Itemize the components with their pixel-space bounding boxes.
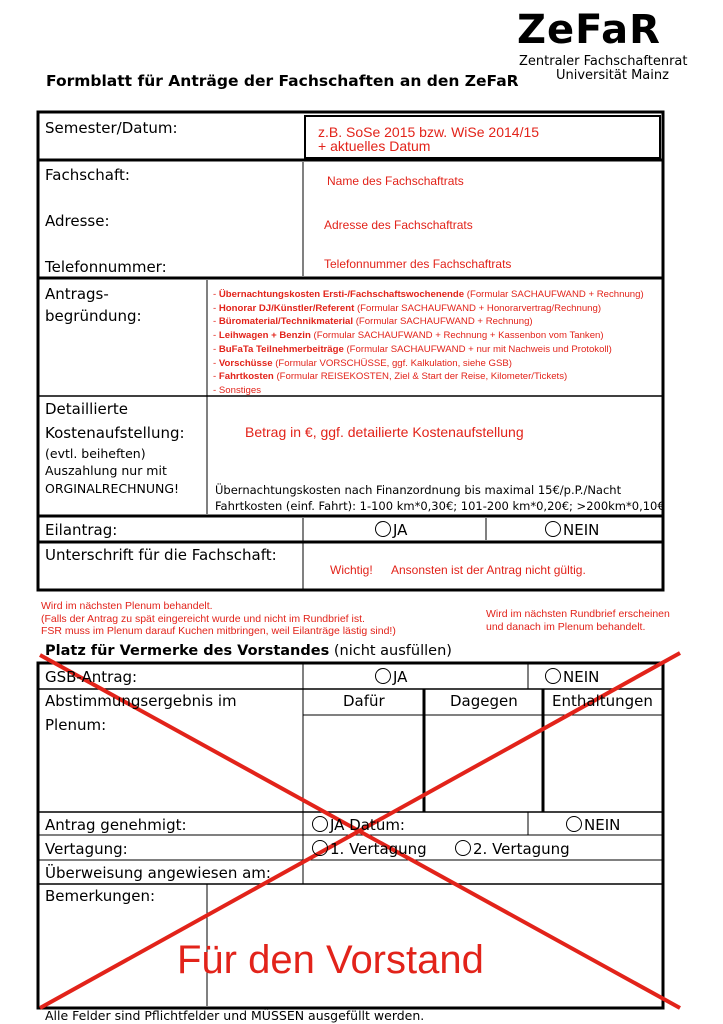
radio-circle-icon[interactable] bbox=[545, 521, 561, 537]
eilantrag-ja-option[interactable]: JA bbox=[375, 521, 407, 539]
ueberweisung-label: Überweisung angewiesen am: bbox=[45, 864, 271, 882]
vertagung-1-option[interactable]: 1. Vertagung bbox=[312, 840, 427, 858]
kosten-label-1: Detaillierte bbox=[45, 400, 129, 418]
semester-label: Semester/Datum: bbox=[45, 119, 178, 137]
kosten-label-4: Auszahlung nur mit bbox=[45, 463, 167, 478]
list-item: - Leihwagen + Benzin (Formular SACHAUFWAND + Rechnung + Kassenbon vom Tanken) bbox=[213, 330, 604, 342]
zefar-logo: ZeFaR bbox=[517, 7, 661, 53]
gsb-label: GSB-Antrag: bbox=[45, 668, 138, 686]
genehmigt-ja-option[interactable]: JA Datum: bbox=[312, 816, 405, 834]
genehmigt-label: Antrag genehmigt: bbox=[45, 816, 187, 834]
begruendung-label-2: begründung: bbox=[45, 307, 142, 325]
kosten-info-2: Fahrtkosten (einf. Fahrt): 1-100 km*0,30€; 101-200 km*0,20€; >200km*0,10€ bbox=[215, 499, 665, 513]
telefon-hint[interactable]: Telefonnummer des Fachschaftrats bbox=[324, 257, 512, 271]
footer-note: Alle Felder sind Pflichtfelder und MÜSSEN ausgefüllt werden. bbox=[45, 1008, 425, 1023]
list-item: - Vorschüsse (Formular VORSCHÜSSE, ggf. Kalkulation, siehe GSB) bbox=[213, 357, 512, 369]
page-title: Formblatt für Anträge der Fachschaften an den ZeFaR bbox=[46, 72, 519, 90]
col-enthaltungen: Enthaltungen bbox=[552, 692, 653, 710]
vorstand-heading: Platz für Vermerke des Vorstandes (nicht ausfüllen) bbox=[45, 643, 452, 659]
bemerkungen-label: Bemerkungen: bbox=[45, 887, 156, 905]
list-item: - Büromaterial/Technikmaterial (Formular SACHAUFWAND + Rechnung) bbox=[213, 316, 533, 328]
adresse-label: Adresse: bbox=[45, 212, 110, 230]
gsb-ja-option[interactable]: JA bbox=[375, 668, 407, 686]
vertagung-2-option[interactable]: 2. Vertagung bbox=[455, 840, 570, 858]
radio-circle-icon[interactable] bbox=[455, 840, 471, 856]
list-item: - Übernachtungskosten Ersti-/Fachschaftswochenende (Formular SACHAUFWAND + Rechnung) bbox=[213, 289, 644, 300]
fachschaft-hint[interactable]: Name des Fachschaftrats bbox=[327, 174, 464, 188]
kosten-info-1: Übernachtungskosten nach Finanzordnung bis maximal 15€/p.P./Nacht bbox=[215, 483, 622, 497]
abstimmung-label-2: Plenum: bbox=[45, 716, 107, 734]
stamp-text: Für den Vorstand bbox=[177, 938, 484, 982]
genehmigt-nein-option[interactable]: NEIN bbox=[566, 816, 620, 834]
eilantrag-label: Eilantrag: bbox=[45, 521, 118, 539]
radio-circle-icon[interactable] bbox=[545, 668, 561, 684]
telefon-label: Telefonnummer: bbox=[45, 258, 167, 276]
radio-circle-icon[interactable] bbox=[375, 521, 391, 537]
radio-circle-icon[interactable] bbox=[375, 668, 391, 684]
wichtig-note: Ansonsten ist der Antrag nicht gültig. bbox=[391, 563, 586, 577]
col-dafuer: Dafür bbox=[343, 692, 385, 710]
unterschrift-label: Unterschrift für die Fachschaft: bbox=[45, 546, 277, 564]
radio-circle-icon[interactable] bbox=[312, 840, 328, 856]
gsb-nein-option[interactable]: NEIN bbox=[545, 668, 599, 686]
semester-hint-1[interactable]: z.B. SoSe 2015 bzw. WiSe 2014/15 bbox=[318, 124, 540, 140]
vertagung-label: Vertagung: bbox=[45, 840, 128, 858]
list-item: - Fahrtkosten (Formular REISEKOSTEN, Ziel & Start der Reise, Kilometer/Tickets) bbox=[213, 371, 568, 383]
semester-hint-2[interactable]: + aktuelles Datum bbox=[318, 138, 431, 154]
kosten-label-5: ORGINALRECHNUNG! bbox=[45, 481, 180, 496]
list-item: - Honorar DJ/Künstler/Referent (Formular SACHAUFWAND + Honorarvertrag/Rechnung) bbox=[213, 302, 602, 314]
list-item: - BuFaTa Teilnehmerbeiträge (Formular SACHAUFWAND + nur mit Nachweis und Protokoll) bbox=[213, 343, 612, 355]
begruendung-list bbox=[213, 288, 644, 398]
abstimmung-label-1: Abstimmungsergebnis im bbox=[45, 692, 237, 710]
kosten-label-2: Kostenaufstellung: bbox=[45, 424, 185, 442]
note-nein: Wird im nächsten Rundbrief erscheinen und danach im Plenum behandelt. bbox=[486, 608, 670, 633]
list-item: - Sonstiges bbox=[213, 384, 262, 396]
logo-subtitle-2: Universität Mainz bbox=[556, 68, 669, 83]
begruendung-label-1: Antrags- bbox=[45, 285, 109, 303]
note-ja: Wird im nächsten Plenum behandelt. (Falls der Antrag zu spät eingereicht wurde und nicht im Rundbrief ist. FSR muss im Plenum darauf Kuchen mitbringen, weil Eilanträge lästig sind!) bbox=[41, 600, 396, 637]
adresse-hint[interactable]: Adresse des Fachschaftrats bbox=[324, 218, 473, 232]
radio-circle-icon[interactable] bbox=[566, 816, 582, 832]
fachschaft-label: Fachschaft: bbox=[45, 166, 130, 184]
kosten-label-3: (evtl. beiheften) bbox=[45, 446, 146, 461]
col-dagegen: Dagegen bbox=[450, 692, 518, 710]
radio-circle-icon[interactable] bbox=[312, 816, 328, 832]
wichtig-label: Wichtig! bbox=[330, 563, 373, 577]
kosten-hint[interactable]: Betrag in €, ggf. detailierte Kostenaufstellung bbox=[245, 424, 524, 440]
logo-subtitle-1: Zentraler Fachschaftenrat bbox=[519, 54, 688, 69]
eilantrag-nein-option[interactable]: NEIN bbox=[545, 521, 599, 539]
